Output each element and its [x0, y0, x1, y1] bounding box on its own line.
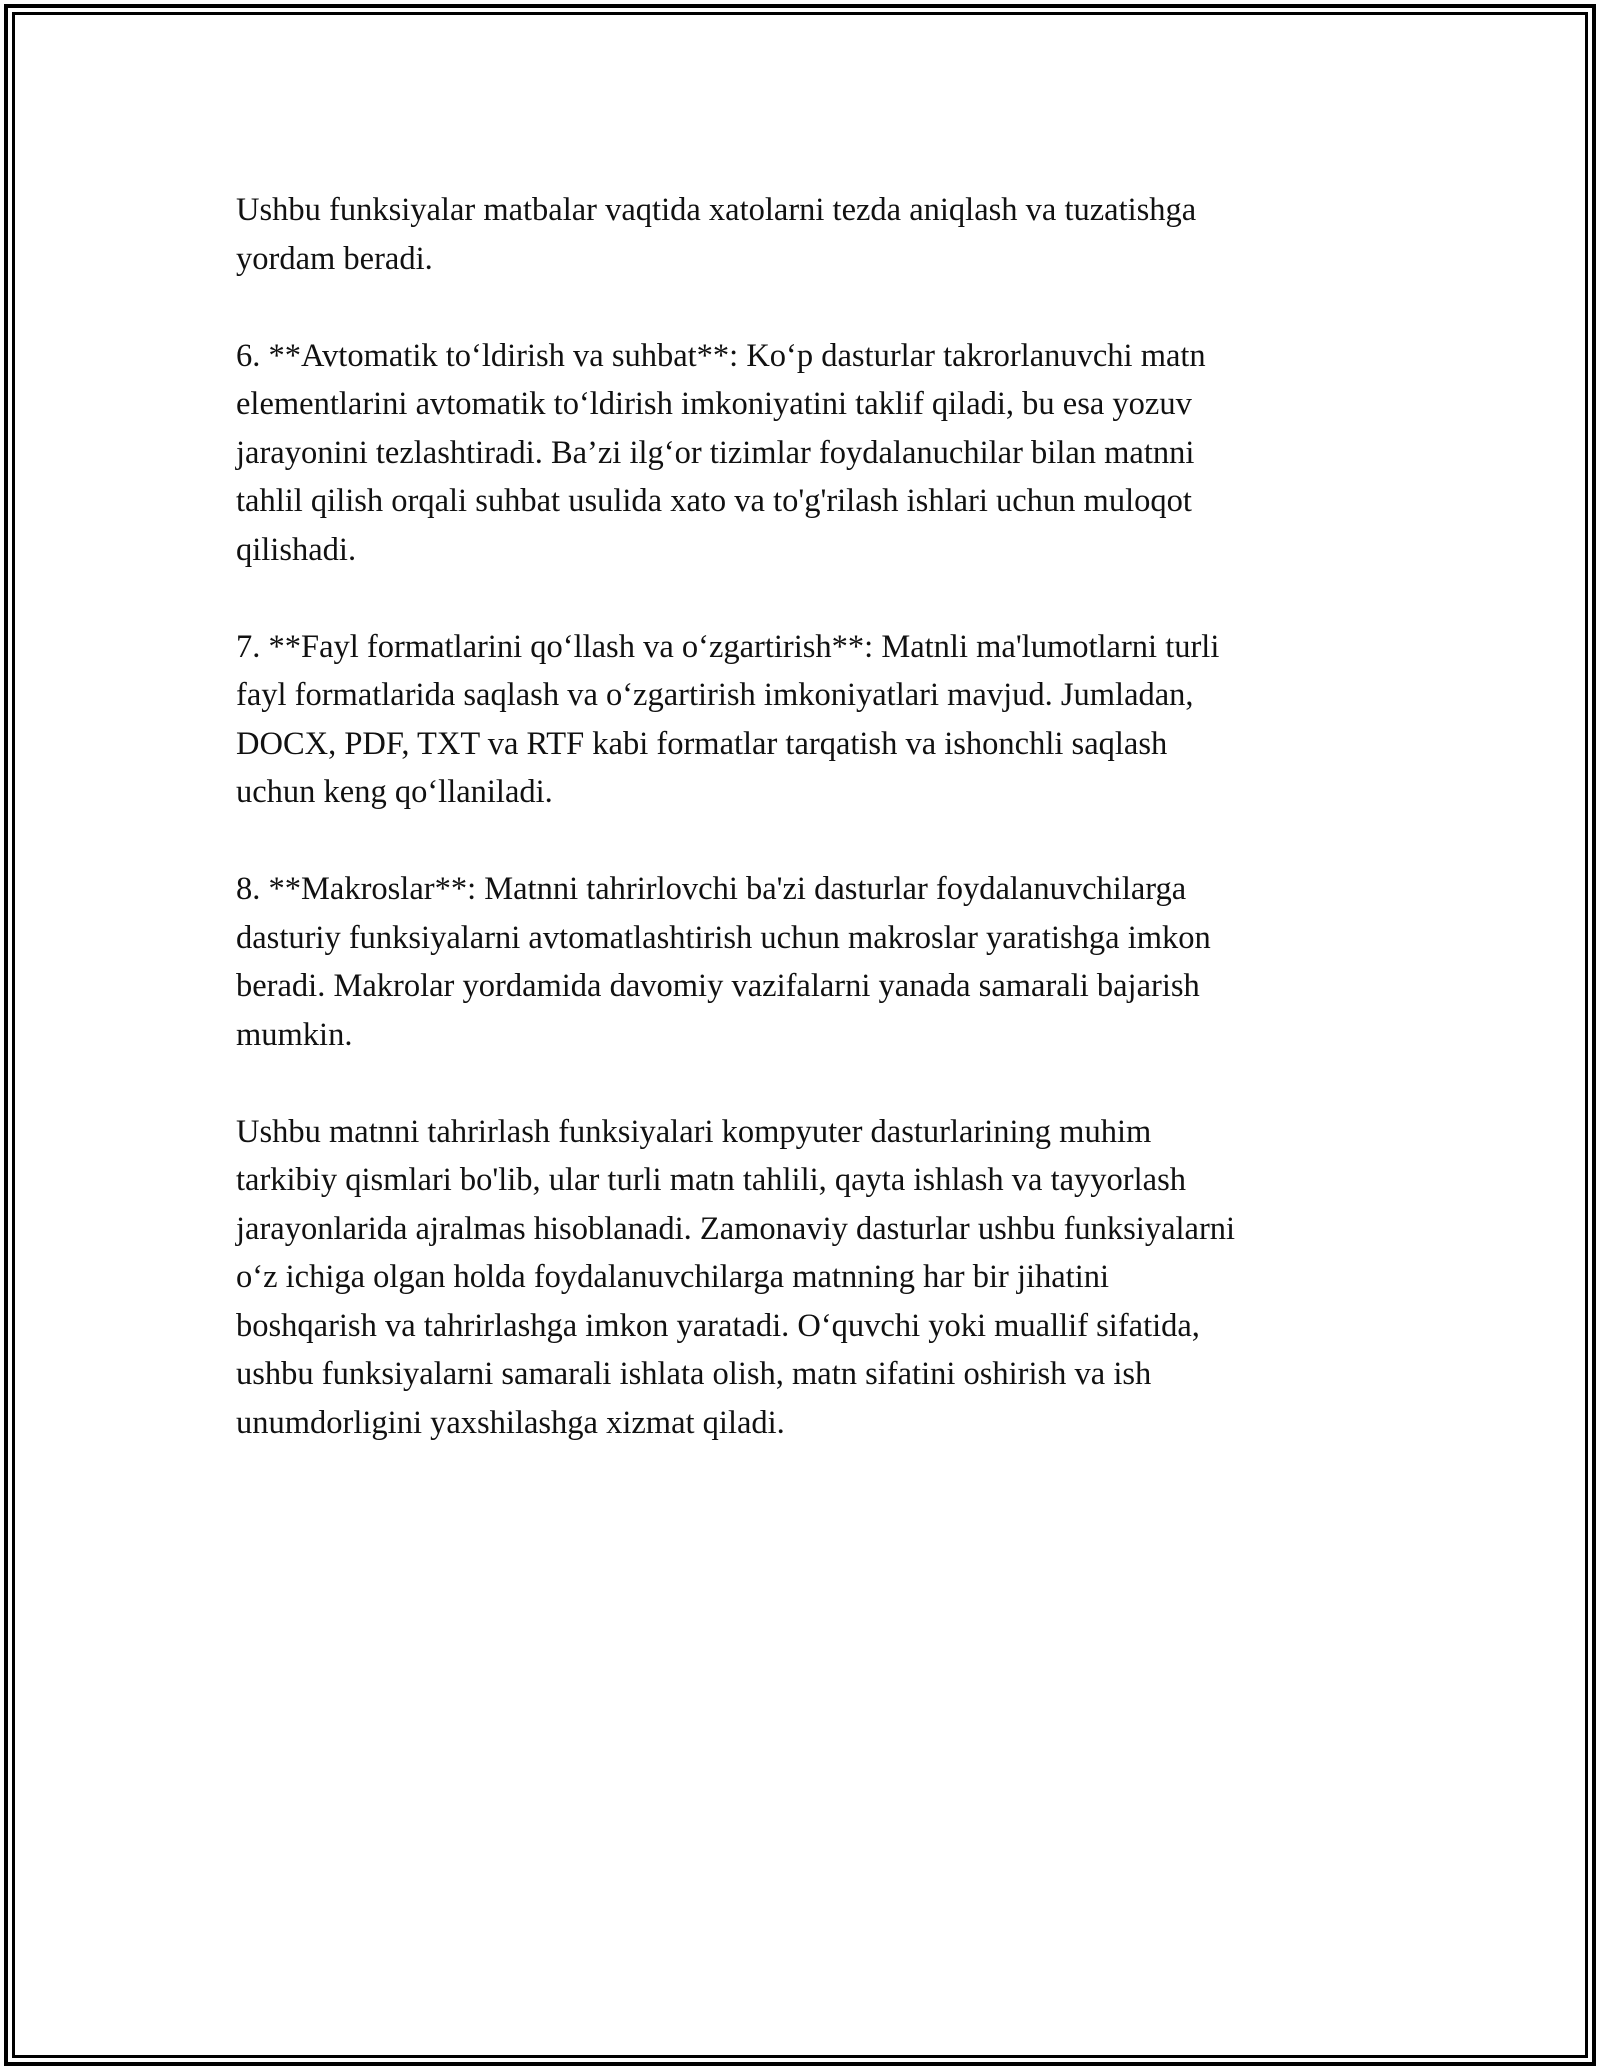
paragraph-autocomplete: 6. **Avtomatik to‘ldirish va suhbat**: Ko‘p dasturlar takrorlanuvchi matn elementlarini avtomatik to‘ldirish imkoniyatini taklif qiladi, bu esa yozuv jarayonini tezlashtiradi. Ba’zi ilg‘or tizimlar foydalanuchilar bilan matnni tahlil qilish orqali suhbat usulida xato va to'g'rilash ishlari uchun muloqot qilishadi.: [236, 337, 1206, 568]
paragraph-intro: Ushbu funksiyalar matbalar vaqtida xatolarni tezda aniqlash va tuzatishga yordam beradi.: [236, 192, 1197, 277]
paragraph-file-formats: 7. **Fayl formatlarini qo‘llash va o‘zgartirish**: Matnli ma'lumotlarni turli fayl formatlarida saqlash va o‘zgartirish imkoniyatlari mavjud. Jumladan, DOCX, PDF, TXT va RTF kabi formatlar tarqatish va ishonchli saqlash uchun keng qo‘llaniladi.: [236, 628, 1220, 810]
document-body: [236, 186, 1386, 1496]
paragraph-macros: 8. **Makroslar**: Matnni tahrirlovchi ba'zi dasturlar foydalanuvchilarga dasturiy funksiyalarni avtomatlashtirish uchun makroslar yaratishga imkon beradi. Makrolar yordamida davomiy vazifalarni yanada samarali bajarish mumkin.: [236, 871, 1211, 1053]
paragraph-conclusion: Ushbu matnni tahrirlash funksiyalari kompyuter dasturlarining muhim tarkibiy qismlari bo'lib, ular turli matn tahlili, qayta ishlash va tayyorlash jarayonlarida ajralmas hisoblanadi. Zamonaviy dasturlar ushbu funksiyalarni o‘z ichiga olgan holda foydalanuvchilarga matnning har bir jihatini boshqarish va tahrirlashga imkon yaratadi. O‘quvchi yoki muallif sifatida, ushbu funksiyalarni samarali ishlata olish, matn sifatini oshirish va ish unumdorligini yaxshilashga xizmat qiladi.: [236, 1113, 1236, 1441]
